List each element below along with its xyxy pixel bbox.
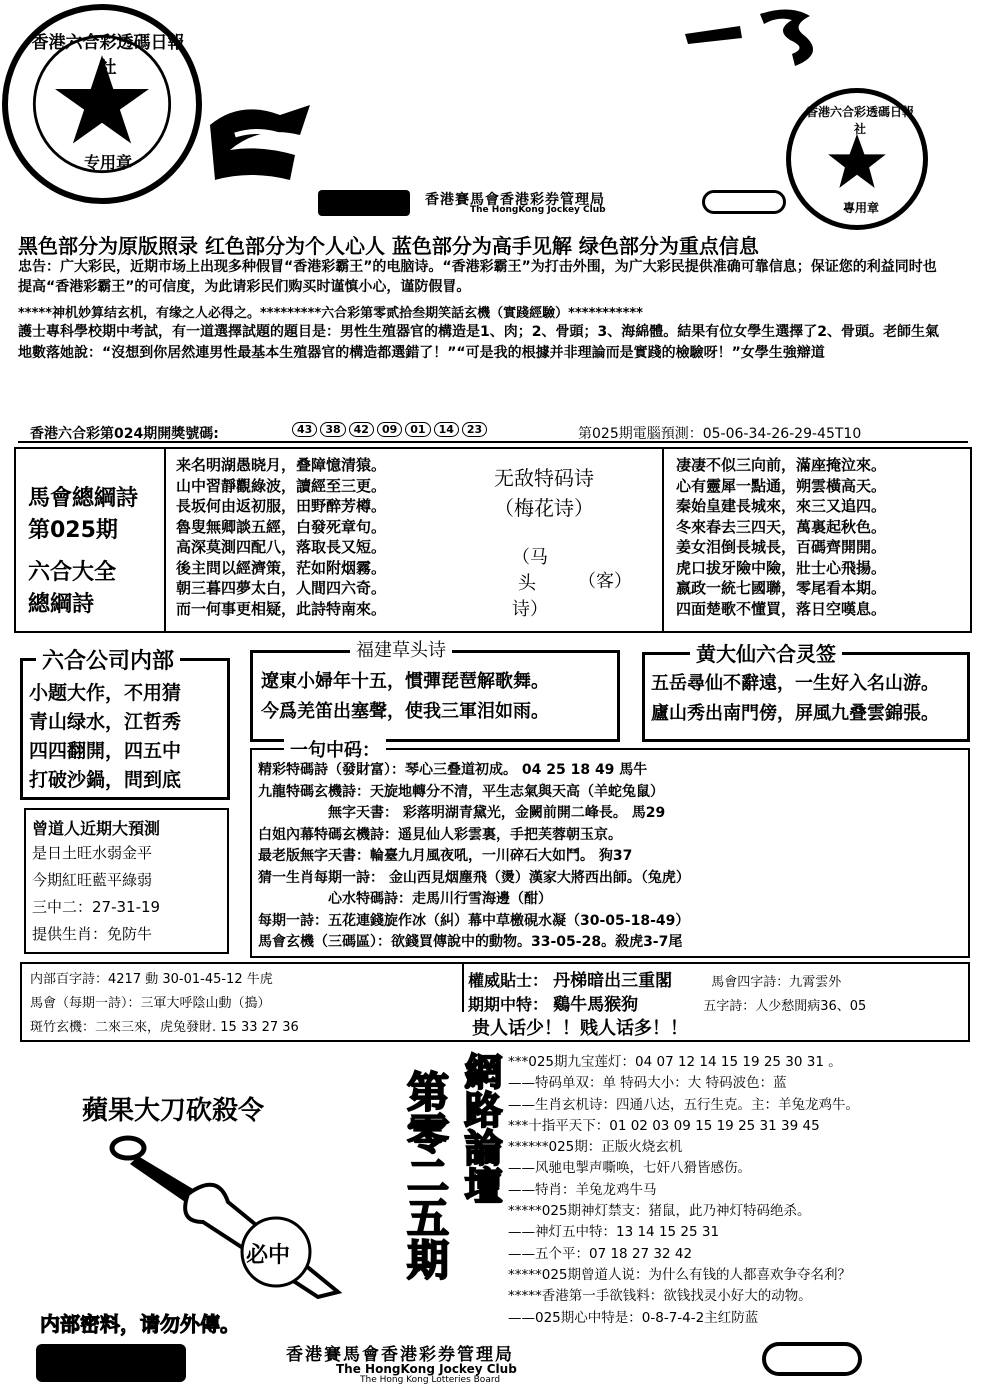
zengdao-line: 是日土旺水弱金平 xyxy=(32,844,153,862)
zengdao-line: 提供生肖：免防牛 xyxy=(32,925,153,943)
poem-mid-sub-guest: （客） xyxy=(578,571,632,592)
yiju-line: 九龍特碼玄機詩：天旋地轉分不清，平生志氣與天高（羊蛇兔鼠） xyxy=(258,783,664,800)
poem-line: 心有靈犀一點通，朔雲橫高天。 xyxy=(676,476,887,495)
inner-divider xyxy=(462,964,464,1012)
result-ball: 43 xyxy=(292,422,317,437)
jockey-club-logo xyxy=(318,190,410,216)
inner-line: 内部百字詩：4217 動 30-01-45-12 牛虎 xyxy=(30,972,273,987)
left-seal-sub: 专用章 xyxy=(83,153,132,172)
poem-line: 山中習靜觀綠波，讀經至三更。 xyxy=(176,476,387,495)
inner-outer-box xyxy=(20,962,970,1042)
yiju-line: 最老版無字天書：輪臺九月風夜吼，一川碎石大如鬥。 狗37 xyxy=(258,848,633,864)
fujian-line: 今爲羌笛出塞聲，使我三軍泪如雨。 xyxy=(261,701,549,722)
poem-divider-left xyxy=(164,449,166,631)
poem-mid-sub-line: （马 xyxy=(512,547,548,568)
result-ball: 38 xyxy=(320,422,345,437)
forum-line: ***025期九宝莲灯：04 07 12 14 15 19 25 30 31 。 xyxy=(508,1054,842,1070)
authority-value: 鷄牛馬猴狗 xyxy=(553,995,639,1015)
poem-mid-title-line: （梅花诗） xyxy=(494,496,594,520)
liuhe-box xyxy=(20,658,230,800)
authority-row2 xyxy=(468,990,866,1015)
yiju-line: 白姐內幕特碼玄機詩：遥見仙人彩雲裏，手把芙蓉朝玉京。 xyxy=(258,826,622,843)
huang-lines xyxy=(651,669,939,729)
forum-line: ——特肖：羊兔龙鸡牛马 xyxy=(508,1181,657,1198)
apple-title: 蘋果大刀砍殺令 xyxy=(82,1096,265,1126)
forum-line: ***十指平天下：01 02 03 09 15 19 25 31 39 45 xyxy=(508,1117,820,1134)
bottom-en1: The HongKong Jockey Club xyxy=(336,1362,517,1376)
poem-line: 秦始皇建長城來，來三又追四。 xyxy=(676,497,887,515)
poem-line: 長坂何由返初服，田野醉芳樽。 xyxy=(176,497,387,515)
liuhe-line: 四四翻開，四五中 xyxy=(29,740,182,762)
poem-line: 嬴政一統七國聯，零尾看本期。 xyxy=(676,579,887,597)
yiju-line: 每期一詩：五花連錢旋作冰（糾）幕中草檄硯水凝（30-05-18-49） xyxy=(258,912,690,929)
yiju-line: 精彩特碼詩（發財富）：琴心三叠道初成。 04 25 18 49 馬牛 xyxy=(258,762,648,778)
forum-line: ******025期：正版火烧玄机 xyxy=(508,1139,683,1156)
forum-line: *****025期曾道人说：为什么有钱的人都喜欢争夺名利？ xyxy=(508,1266,852,1283)
poem-lines-left xyxy=(176,455,386,619)
poem-line: 来名明湖愚晓月，叠障憶清猿。 xyxy=(176,456,387,474)
knife-text: 必中 xyxy=(246,1243,291,1268)
fujian-box xyxy=(250,650,620,742)
joke-head: *****神机妙算结玄机，有缘之人必得之。*********六合彩第零贰拾叁期笑話玄機（實踐經驗）*********** xyxy=(18,306,643,321)
poem-left-title-line: 馬會總綱詩 xyxy=(28,486,139,511)
inner-line: 馬會（每期一詩）：三軍大呼陰山動（搗） xyxy=(30,996,271,1011)
forum-line: ——025期心中特是：0-8-7-4-2主红防蓝 xyxy=(508,1309,759,1326)
yiju-line: 無字天書： 彩落明湖青黛光，金闕前開二峰長。 馬29 xyxy=(328,805,666,821)
inner-lines xyxy=(30,968,299,1040)
authority-slogan: 贵人话少！！贱人话多！！ xyxy=(472,1018,688,1039)
authority-extra: 五字詩：人少愁閒病36、05 xyxy=(703,999,867,1014)
forum-vertical-issue: 第零二五期 xyxy=(401,1070,450,1280)
poem-mid-sub-line: 头 xyxy=(518,573,536,594)
bottom-en2: The Hong Kong Lotteries Board xyxy=(360,1375,501,1385)
authority-row1 xyxy=(468,966,841,991)
poem-divider-right xyxy=(662,449,664,631)
forum-line: ——五个平：07 18 27 32 42 xyxy=(508,1245,693,1262)
result-ball: 42 xyxy=(349,422,374,437)
poem-mid-sub-line: 诗） xyxy=(512,599,548,620)
poem-line: 魯叟無卿談五經，白發死章句。 xyxy=(176,517,387,536)
poem-left-title2 xyxy=(28,557,116,621)
divider xyxy=(18,441,968,443)
computer-predict: 第025期電腦預測：05-06-34-26-29-45T10 xyxy=(578,426,862,442)
forum-line: ——特码单双：单 特码大小：大 特码波色：蓝 xyxy=(508,1075,787,1092)
yiju-line: 猜一生肖每期一詩： 金山西見烟塵飛（燙）漢家大將西出師。（兔虎） xyxy=(258,869,690,886)
poem-line: 四面楚歌不懂買，落日空嘆息。 xyxy=(676,599,887,618)
header-brush-mark xyxy=(680,4,840,74)
authority-label: 權威貼士： xyxy=(468,971,549,990)
forum-line: *****香港第一手欲钱料：欲钱找灵小好大的动物。 xyxy=(508,1288,812,1305)
poem-lines-right xyxy=(676,455,886,619)
result-ball: 01 xyxy=(405,422,430,437)
yiju-lines xyxy=(258,760,690,954)
right-seal-text: 香港六合彩透碼日報社 xyxy=(805,105,914,136)
liuhe-line: 打破沙鍋，問到底 xyxy=(29,769,182,791)
notice-text: 忠告：广大彩民，近期市场上出现多种假冒“香港彩霸王”的电脑诗。“香港彩霸王”为打击外围，为广大彩民提供准确可靠信息；保证您的利益同时也提高“香港彩霸王”的可信度，为此请彩民们购买时谨慎小心，谨防假冒。 xyxy=(18,259,937,295)
zengdao-lines xyxy=(32,840,160,948)
poem-left-title xyxy=(28,483,138,547)
color-legend: 黑色部分为原版照录 红色部分为个人心人 蓝色部分为高手见解 绿色部分为重点信息 xyxy=(18,234,759,258)
zengdao-line: 三中二：27-31-19 xyxy=(32,898,161,916)
forum-line: ——神灯五中特：13 14 15 25 31 xyxy=(508,1224,720,1241)
zengdao-title: 曾道人近期大預測 xyxy=(32,819,161,838)
left-seal xyxy=(2,4,202,204)
zengdao-box xyxy=(24,808,229,954)
zengdao-line: 今期紅旺藍平綠弱 xyxy=(32,871,153,889)
right-seal xyxy=(786,88,928,230)
inner-line: 斑竹玄機：二來三來，虎兔發財. 15 33 27 36 xyxy=(30,1020,299,1035)
liuhe-title: 六合公司内部 xyxy=(36,644,180,675)
poem-left-title2-line: 總綱詩 xyxy=(28,592,95,617)
knife-icon xyxy=(108,1132,348,1302)
forum-vertical-name: 網路論壇 xyxy=(458,1052,502,1204)
knife-illustration xyxy=(108,1132,348,1302)
result-ball: 23 xyxy=(462,422,487,437)
bottom-jockey-logo xyxy=(36,1344,186,1382)
liuhe-line: 青山绿水，江哲秀 xyxy=(29,711,182,733)
fujian-line: 遼東小婦年十五，慣彈琵琶解歌舞。 xyxy=(261,671,549,692)
header-logo-mark xyxy=(200,95,320,190)
huang-line: 廬山秀出南門傍，屏風九叠雲錦張。 xyxy=(651,703,939,724)
bottom-cn: 香港賽馬會香港彩券管理局 xyxy=(286,1345,514,1365)
lotteries-logo xyxy=(702,190,786,214)
poem-line: 冬來春去三四天，萬裏起秋色。 xyxy=(676,517,887,536)
poem-mid-title-line: 无敌特码诗 xyxy=(494,466,594,490)
jockey-header-en: The HongKong Jockey Club xyxy=(470,205,606,215)
right-seal-sub: 專用章 xyxy=(842,201,879,215)
poem-box xyxy=(14,447,972,633)
yiju-line: 心水特碼詩：走馬川行雪海邊（酣） xyxy=(328,891,552,907)
poem-line: 凄凄不似三向前，滿座掩泣來。 xyxy=(676,456,887,474)
yiju-title: 一句中码： xyxy=(284,736,386,762)
jockey-header-cn: 香港賽馬會香港彩券管理局 xyxy=(425,192,605,208)
forum-line: ——风驰电掣声嘶唤，七奸八猾皆感伤。 xyxy=(508,1160,751,1177)
poem-mid-title xyxy=(494,463,594,523)
poem-line: 虎口拔牙險中險，壯士心飛揚。 xyxy=(676,558,887,577)
authority-value: 丹梯暗出三重閣 xyxy=(553,971,673,991)
liuhe-lines xyxy=(29,679,181,795)
yiju-line: 馬會玄機（三碼區）：欲錢買傳說中的動物。33-05-28。殺虎3-7尾 xyxy=(258,934,683,950)
result-balls xyxy=(292,422,487,437)
poem-line: 而一何事更相疑，此詩特南來。 xyxy=(176,599,387,618)
result-ball: 09 xyxy=(377,422,402,437)
poem-left-title2-line: 六合大全 xyxy=(28,560,117,585)
poem-left-title-line: 第025期 xyxy=(28,518,118,543)
authority-label: 期期中特： xyxy=(468,995,549,1014)
poem-line: 朝三暮四夢太白，人間四六奇。 xyxy=(176,579,387,597)
result-ball: 14 xyxy=(434,422,459,437)
fujian-title: 福建草头诗 xyxy=(350,636,452,662)
authority-extra: 馬會四字詩：九霄雲外 xyxy=(711,975,842,990)
forum-lines xyxy=(508,1052,859,1329)
yiju-box xyxy=(250,748,970,958)
bottom-lotteries-logo xyxy=(762,1342,862,1376)
apple-footer: 内部密料，请勿外傳。 xyxy=(40,1312,240,1336)
joke-body: 護士專科學校期中考試，有一道選擇試題的題目是：男性生殖器官的構造是1、肉；2、骨頭；3、海綿體。結果有位女學生選擇了2、骨頭。老師生氣地數落她說：“沒想到你居然連男性最基本生殖器官的構造都選錯了！”“可是我的根據并非理論而是實踐的檢驗呀！”女學生強辯道 xyxy=(18,324,939,361)
huang-title: 黄大仙六合灵签 xyxy=(690,638,842,667)
poem-line: 高深莫測四配八，落取長又短。 xyxy=(176,538,387,556)
results-label: 香港六合彩第024期開獎號碼: xyxy=(30,426,219,442)
poem-line: 姜女泪倒長城長，百碼齊開開。 xyxy=(676,538,887,556)
forum-line: *****025期神灯禁支：猪鼠，此乃神灯特码绝杀。 xyxy=(508,1203,811,1220)
huang-line: 五岳尋仙不辭遠，一生好入名山游。 xyxy=(651,673,939,694)
fujian-lines xyxy=(261,667,549,727)
poem-line: 後主問以經濟策，茫如附烟霧。 xyxy=(176,558,387,577)
forum-line: ——生肖玄机诗：四通八达，五行生克。主：羊兔龙鸡牛。 xyxy=(508,1096,859,1113)
liuhe-line: 小题大作，不用猜 xyxy=(29,682,182,704)
poem-mid-sub xyxy=(512,545,548,623)
left-seal-text: 香港六合彩透碼日報社 xyxy=(31,33,185,78)
